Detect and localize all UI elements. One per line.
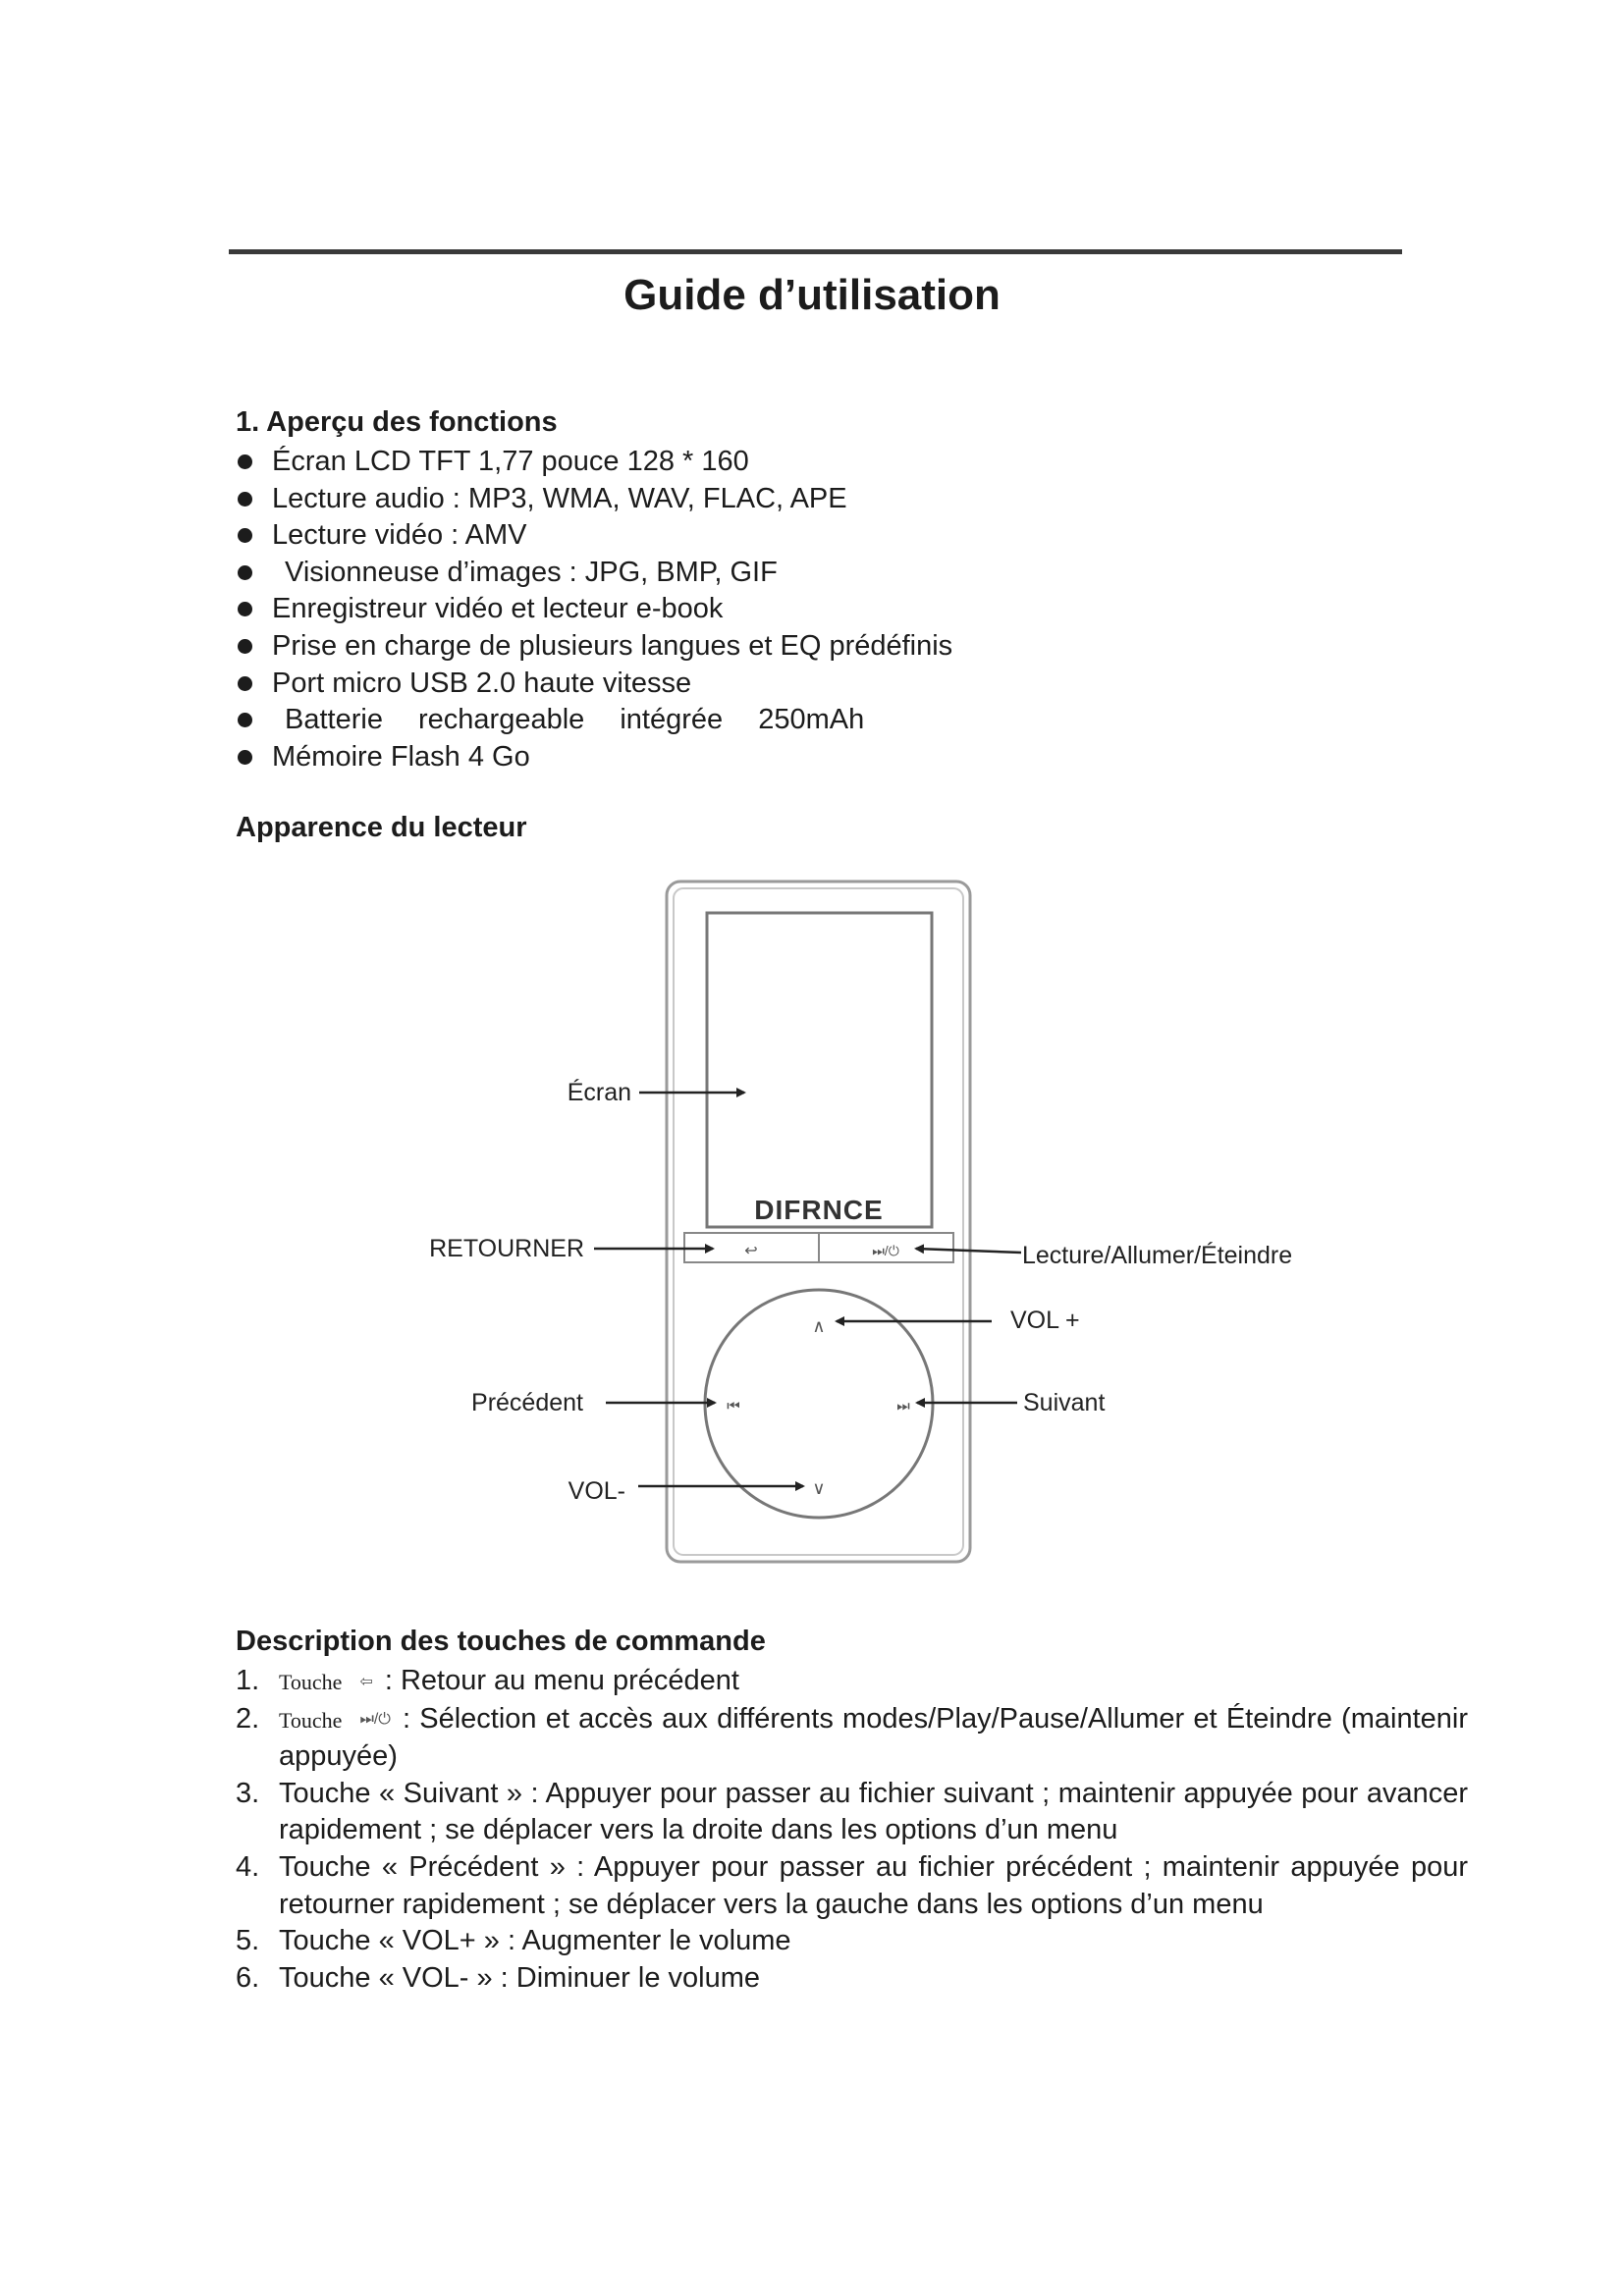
vol-up-button-icon: ∧ [812, 1316, 826, 1336]
label-play-power: Lecture/Allumer/Éteindre [1022, 1242, 1293, 1269]
label-next: Suivant [1023, 1389, 1106, 1416]
section-heading-controls: Description des touches de commande [236, 1626, 766, 1657]
device-outline [667, 881, 970, 1562]
list-item: 6. Touche « VOL- » : Diminuer le volume [236, 1961, 760, 1994]
device-brand-logo: DIFRNCE [754, 1195, 884, 1225]
page-title: Guide d’utilisation [623, 271, 1001, 319]
list-item: Prise en charge de plusieurs langues et EQ prédéfinis [236, 628, 952, 666]
list-item: 2. Touche ⏭/⏻ : Sélection et accès aux différents modes/Play/Pause/Allumer et Éteindre (maintenir appuyée) [236, 1702, 1468, 1773]
back-key-icon: ⇦ [359, 1673, 373, 1690]
list-item: Batterie rechargeable intégrée 250mAh [236, 702, 952, 739]
label-vol-up: VOL + [1010, 1307, 1080, 1334]
label-screen: Écran [567, 1079, 631, 1106]
list-item: Lecture vidéo : AMV [236, 517, 952, 555]
list-item: Port micro USB 2.0 haute vitesse [236, 666, 952, 703]
list-item: 3. Touche « Suivant » : Appuyer pour passer au fichier suivant ; maintenir appuyée pour avancer rapidement ; se déplacer vers la droite dans les options d’un menu [236, 1777, 1468, 1846]
list-item: Enregistreur vidéo et lecteur e-book [236, 591, 952, 628]
section-heading-appearance: Apparence du lecteur [236, 812, 527, 843]
list-item: Écran LCD TFT 1,77 pouce 128 * 160 [236, 444, 952, 481]
top-rule [229, 249, 1402, 254]
list-item: 1. Touche ⇦ : Retour au menu précédent [236, 1663, 1468, 1701]
device-button-strip [684, 1233, 953, 1262]
controls-list [236, 1663, 1468, 1997]
next-button-icon: ⏭ [896, 1398, 910, 1415]
previous-button-icon: ⏮ [727, 1398, 740, 1415]
list-item: Lecture audio : MP3, WMA, WAV, FLAC, APE [236, 481, 952, 518]
device-screen [707, 913, 932, 1227]
label-vol-down: VOL- [568, 1477, 625, 1505]
vol-down-button-icon: ∨ [812, 1478, 826, 1498]
play-power-button-icon: ⏭/⏻ [872, 1243, 899, 1258]
list-item: 4. Touche « Précédent » : Appuyer pour passer au fichier précédent ; maintenir appuyée pour retourner rapidement ; se déplacer vers la gauche dans les options d’un menu [236, 1850, 1468, 1920]
device-inner-outline [674, 888, 963, 1555]
features-list [236, 444, 952, 775]
section-heading-features: 1. Aperçu des fonctions [236, 406, 558, 438]
click-wheel [705, 1290, 933, 1518]
back-button-icon: ↩ [744, 1243, 758, 1259]
list-item: 5. Touche « VOL+ » : Augmenter le volume [236, 1925, 791, 1957]
list-item: Mémoire Flash 4 Go [236, 739, 952, 776]
play-power-key-icon: ⏭/⏻ [359, 1711, 391, 1729]
list-item: Visionneuse d’images : JPG, BMP, GIF [236, 555, 952, 592]
label-back: RETOURNER [429, 1235, 584, 1262]
label-previous: Précédent [471, 1389, 583, 1416]
